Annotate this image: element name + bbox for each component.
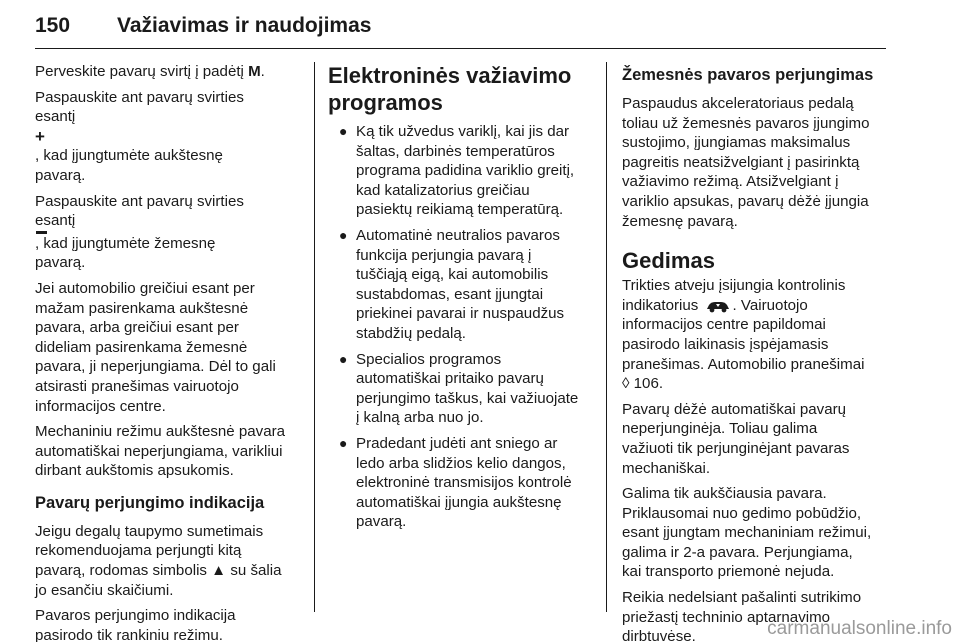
paragraph-highest-gear: Galima tik aukščiausia pavara. Priklausomai nuo gedimo pobūdžio, esant įjungtam mechaniniam režimui, galima ir 2-a pavara. Perjungiama, kai transporto priemonė nejuda. — [622, 485, 872, 581]
paragraph-manual-only: Pavaros perjungimo indikacija pasirodo tik rankiniu režimu. — [35, 607, 236, 642]
paragraph-downshift: Paspauskite ant pavarų svirties esantį , kad įjungtumėte žemesnę pavarą. — [35, 192, 244, 272]
section-heading-kickdown: Žemesnės pavaros perjungimas — [622, 66, 874, 84]
up-arrow-icon: ▲ — [211, 562, 227, 580]
paragraph-fault-indicator: Trikties atveju įsijungia kontrolinis indikatorius . Vairuotojo informacijos centre papildomai pasirodo laikinasis įspėjamasis pranešimas. Automobilio pranešimai ◊ 106. — [622, 276, 890, 394]
bullet-item: ● Pradedant judėti ant sniego ar ledo arba slidžios kelio dangos, elektroninė transmisijos kontrolė automatiškai įjungia aukštesnę pavarą. — [339, 434, 572, 531]
car-fault-icon — [705, 299, 731, 313]
m-position-symbol: M — [248, 63, 261, 80]
bullet-icon: ● — [339, 434, 348, 451]
plus-icon: + — [35, 126, 45, 146]
bullet-item: ● Automatinė neutralios pavaros funkcija perjungia pavarą į tuščiąją eigą, kai automobilis sustabdomas, esant įjungtai priekinei pavarai ir nuspaudžus stabdžių pedalą. — [339, 226, 565, 342]
bullet-icon: ● — [339, 226, 348, 243]
chapter-title: Važiavimas ir naudojimas — [117, 14, 372, 37]
column-divider-1 — [314, 62, 315, 612]
minus-icon — [36, 231, 47, 234]
paragraph-shift-recommend: Jeigu degalų taupymo sumetimais rekomenduojama perjungti kitą pavarą, rodomas simbolis ▲ su šalia jo esančiu skaičiumi. — [35, 522, 282, 599]
column-3 — [622, 62, 890, 642]
bullet-icon: ● — [339, 123, 348, 139]
page-reference[interactable]: ◊ 106. — [622, 375, 664, 393]
header-divider — [35, 48, 886, 49]
section-heading-shift-indication: Pavarų perjungimo indikacija — [35, 493, 265, 512]
column-1 — [35, 62, 307, 642]
bullet-icon: ● — [339, 350, 348, 367]
paragraph-select-m: Perveskite pavarų svirtį į padėtį M. — [35, 63, 265, 80]
column-divider-2 — [606, 62, 607, 612]
paragraph-speed-limit: Jei automobilio greičiui esant per mažam pasirenkama aukštesnė pavara, arba greičiui esant per dideliam pasirenkama žemesnė pavara, ji neperjungiama. Dėl to gali atsirasti pranešimas vairuotojo informacijos centre. — [35, 279, 276, 415]
paragraph-upshift: Paspauskite ant pavarų svirties esantį + , kad įjungtumėte aukštesnę pavarą. — [35, 88, 307, 186]
paragraph-manual-mode: Mechaniniu režimu aukštesnė pavara automatiškai neperjungiama, varikliui dirbant aukštomis apsukomis. — [35, 423, 286, 480]
paragraph-workshop: Reikia nedelsiant pašalinti sutrikimo priežastį techninio aptarnavimo dirbtuvėse. — [622, 589, 862, 642]
section-heading-fault: Gedimas — [622, 248, 715, 274]
section-heading-electronic-programs: Elektroninės važiavimo programos — [328, 63, 572, 115]
page-number: 150 — [35, 14, 71, 37]
bullet-item: ● Specialios programos automatiškai pritaiko pavarų perjungimo taškus, kai važiuojate į kalną arba nuo jo. — [339, 350, 579, 427]
page-header — [35, 14, 886, 44]
paragraph-kickdown: Paspaudus akceleratoriaus pedalą toliau už žemesnės pavaros įjungimo sustojimo, įjungiamas maksimalus pagreitis neatsižvelgiant į pasirinktą važiavimo režimą. Atsižvelgiant į variklio apsukas, pavarų dėžė įjungia žemesnę pavarą. — [622, 95, 870, 230]
paragraph-no-auto-shift: Pavarų dėžė automatiškai pavarų neperjunginėja. Toliau galima važiuoti tik perjunginėjant pavaras mechaniškai. — [622, 400, 850, 477]
bullet-item: ● Ką tik užvedus variklį, kai jis dar šaltas, darbinės temperatūros programa padidina variklio greitį, kad katalizatorius greičiau pasiektų reikiamą temperatūrą. — [339, 123, 575, 219]
column-2 — [328, 62, 594, 538]
watermark: carmanualsonline.info — [767, 618, 952, 639]
